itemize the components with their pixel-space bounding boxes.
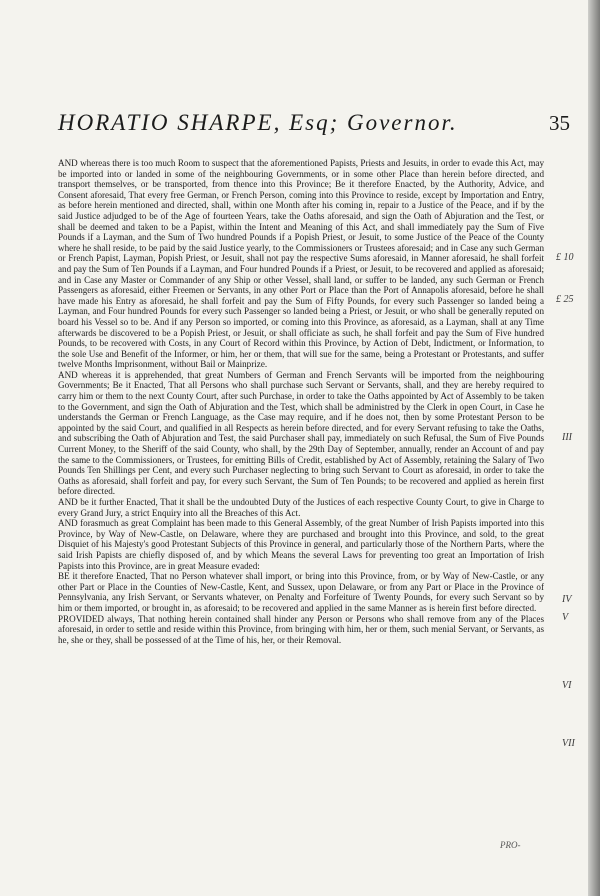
paragraph-justices-duty: AND be it further Enacted, That it shall be the undoubted Duty of the Justices of each respective County Court, to give in Charge to every Grand Jury, a strict Enquiry into all the Breaches of this Act. (58, 497, 544, 518)
margin-note-4: IV (562, 594, 572, 605)
paragraph-proviso: PROVIDED always, That nothing herein contained shall hinder any Person or Persons who shall remove from any of the Places aforesaid, in order to settle and reside within this Province, from bringing with him, her or them, such menial Servant, or Servants, as he, she or they, shall be possessed of at the Time of his, her, or their Removal. (58, 613, 544, 645)
margin-note-3: III (562, 432, 572, 443)
margin-note-2: £ 25 (556, 294, 574, 305)
running-title: HORATIO SHARPE, Esq; Governor. (58, 110, 458, 135)
body-text (58, 158, 544, 645)
paragraph-newcastle-ban: BE it therefore Enacted, That no Person whatever shall import, or bring into this Province, from, or by Way of New-Castle, or any other Part or Place in the Counties of New-Castle, Kent, and Sussex, upon Delaware, or from any Part or Place in the Province of Pennsylvania, any Irish Servant, or Servants whatever, on Penalty and Forfeiture of Twenty Pounds, for every such Servant so by him or them imported, or brought in, as aforesaid; to be recovered and applied in the same Manner as is herein first before directed. (58, 571, 544, 613)
paragraph-servants-imported: AND whereas it is apprehended, that great Numbers of German and French Servants will be imported from the neighbouring Governments; Be it Enacted, That all Persons who shall purchase such Servant or Servants, shall, and they are hereby required to carry him or them to the next County Court, after such Purchase, in order to take the Oaths appointed by Act of Assembly to be taken to the Government, and sign the Oath of Abjuration and the Test, which shall be administred by the Clerk in open Court, in Case he understands the German or French Language, as the Case may require, and if he does not, then by some Protestant Person to be appointed by the said Court, and qualified in all Respects as herein before directed, and for every Servant refusing to take the Oaths, and subscribing the Oath of Abjuration and Test, the said Purchaser shall pay, immediately on such Refusal, the Sum of Five Pounds Current Money, to the Sheriff of the said County, who shall, by the 29th Day of September, annually, render an Account of and pay the same to the Commissioners, or Trustees, for emitting Bills of Credit, established by Act of Assembly, retaining the Salary of Two Pounds Ten Shillings per Cent, and every such Purchaser neglecting to bring such Servant to Court as aforesaid, in order to take the Oaths as aforesaid, shall forfeit and pay, for every such Servant, the Sum of Ten Pounds; to be recovered and applied as herein first before directed. (58, 369, 544, 497)
margin-note-1: £ 10 (556, 252, 574, 263)
margin-note-7: VII (562, 738, 575, 749)
page-edge-shadow (588, 0, 600, 896)
running-head (58, 110, 578, 136)
margin-note-5: V (562, 612, 569, 623)
catchword: PRO- (500, 840, 521, 850)
page-number: 35 (549, 111, 570, 135)
margin-note-6: VI (562, 680, 572, 691)
paragraph-irish-complaint: AND forasmuch as great Complaint has been made to this General Assembly, of the great Number of Irish Papists imported into this Province, by Way of New-Castle, on Delaware, where they are purchased and brought into this Province, and sold, to the great Disquiet of his Majesty's good Protestant Subjects of this Province in general, and particularly those of the Northern Parts, where the said Irish Papists are chiefly disposed of, and by which Means the several Laws for preventing too great an Importation of Irish Papists into this Province, are in great Measure evaded: (58, 518, 544, 571)
paragraph-papists-evasion: AND whereas there is too much Room to suspect that the aforementioned Papists, Priests and Jesuits, in order to evade this Act, may be imported into or landed in some of the neighbouring Governments, or in some other Place than herein before directed, and transport themselves, or be transported, from thence into this Province; Be it therefore Enacted, by the Authority, Advice, and Consent aforesaid, That every free German, or French Person, coming into this Province to reside, except by Importation and Entry, as before herein mentioned and directed, shall, within one Month after his coming in, repair to a Justice of the Peace, and if by the said Justice adjudged to be of the Age of fourteen Years, take the Oaths aforesaid, and sign the Oath of Abjuration and the Test, or shall be deemed and taken to be a Papist, within the Intent and Meaning of this Act, and shall immediately pay the Sum of Five Pounds if a Layman, and the Sum of Two hundred Pounds if a Popish Priest, or Jesuit, to some Justice of the Peace of the County where he shall reside, to be paid by the said Justice yearly, to the Commissioners or Trustees aforesaid; and in Case any such German or French Papist, Layman, Popish Priest, or Jesuit, shall not pay the respective Sums aforesaid, in Manner aforesaid, he shall forfeit and pay the Sum of Ten Pounds if a Layman, and Four hundred Pounds if a Priest, or Jesuit, to be recovered and applied as aforesaid; and in Case any Master or Commander of any Ship or other Vessel, shall land, or suffer to be landed, any such German or French Passengers as aforesaid, either Freemen or Servants, in any other Port or Place than the Port of Annapolis aforesaid, before he shall have made his Entry as aforesaid, he shall forfeit and pay the Sum of Fifty Pounds, for every such Passenger so landed being a Layman, and Four hundred Pounds for every such Passenger so landed being a Priest, or Jesuit, or who shall be generally reputed on board his Vessel so to be. And if any Person so imported, or coming into this Province, as aforesaid, as a Layman, shall at any Time afterwards be discovered to be a Popish Priest, or Jesuit, or shall officiate as such, he shall forfeit and pay the Sum of Five hundred Pounds, to be recovered with Costs, in any Court of Record within this Province, by Action of Debt, Indictment, or Information, to the sole Use and Benefit of the Informer, or him, her or them, that will sue for the same, being a Protestant or Protestants, and suffer twelve Months Imprisonment, without Bail or Mainprize. (58, 158, 544, 370)
